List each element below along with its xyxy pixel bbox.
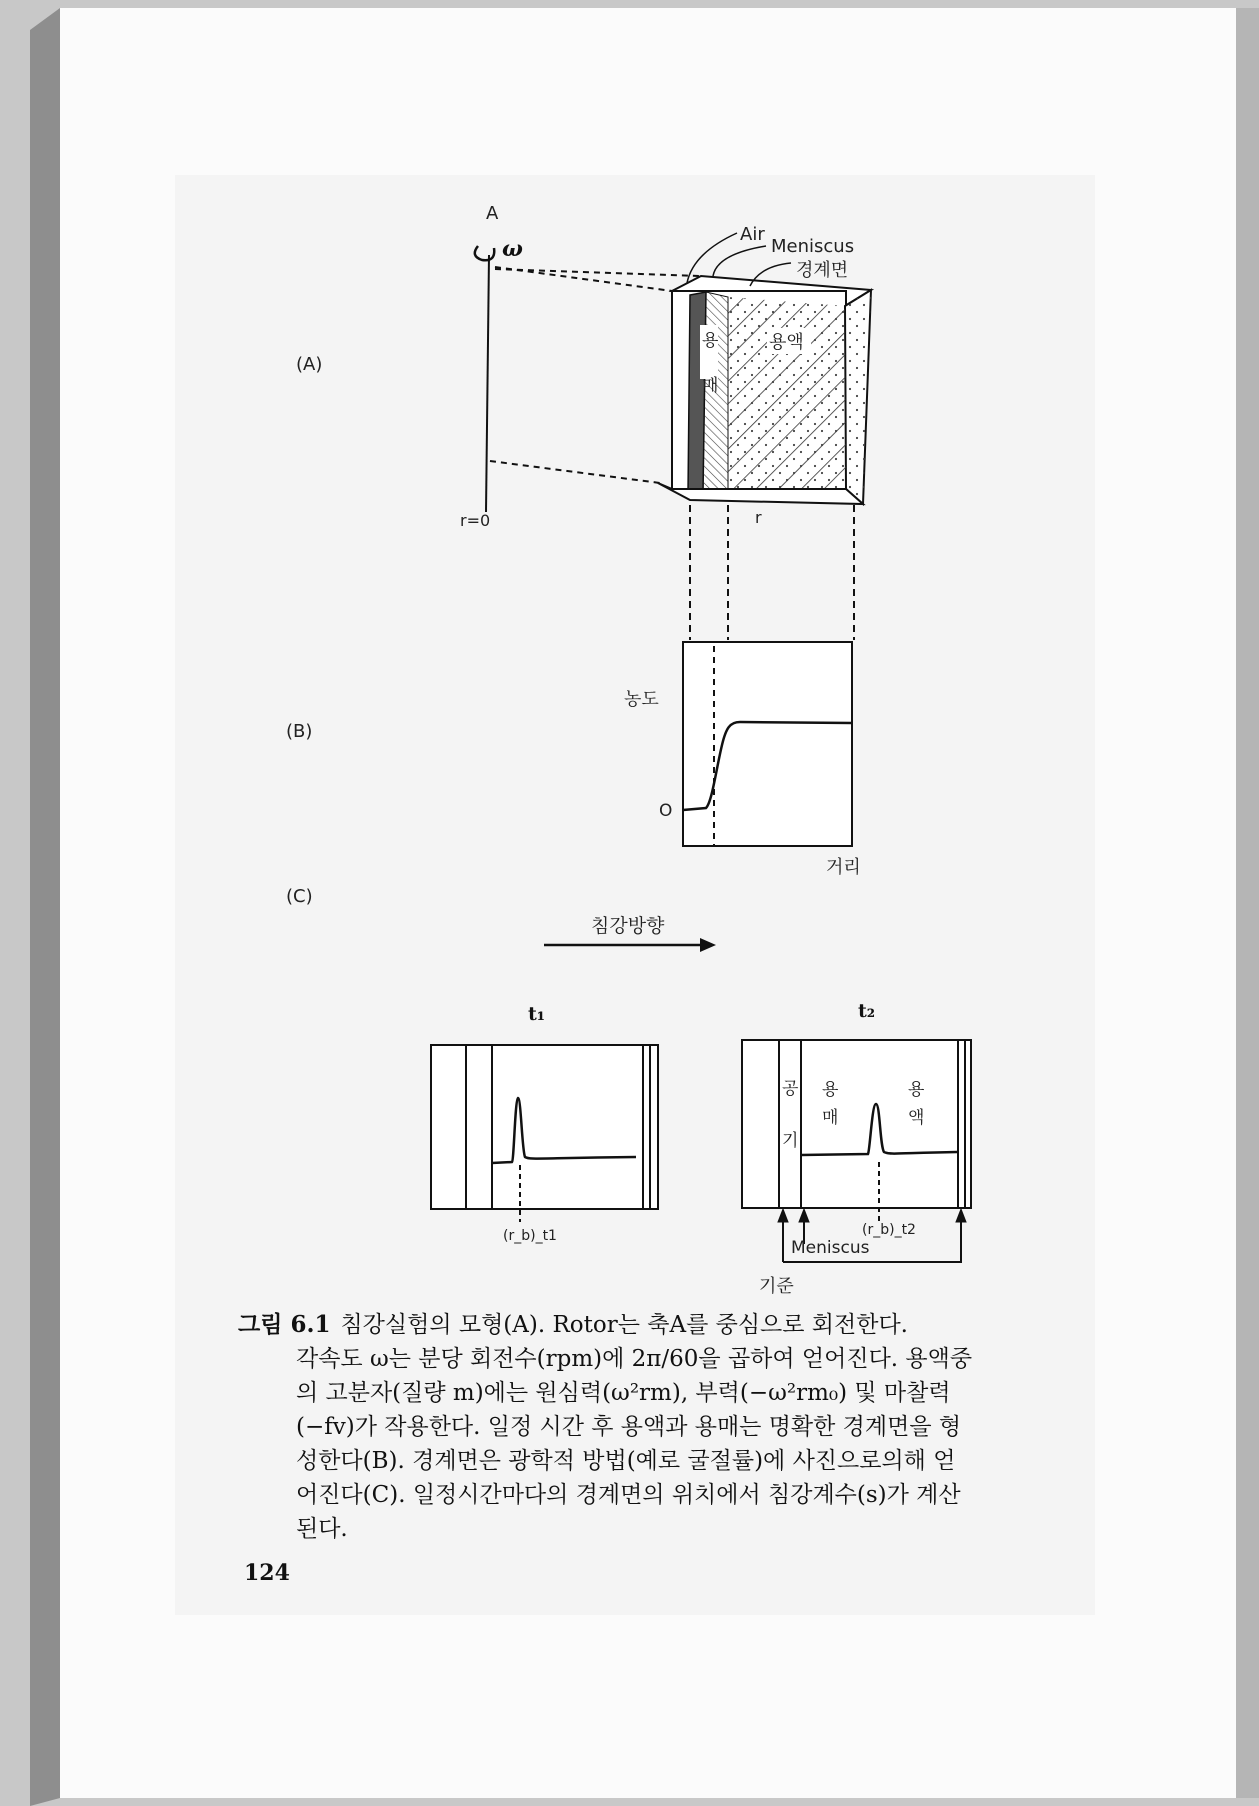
caption-line: 의 고분자(질량 m)에는 원심력(ω²rm), 부력(−ω²rm₀) 및 마찰력 <box>296 1380 951 1406</box>
air-vertical-label: 공 기 <box>782 1079 799 1151</box>
caption-line: 된다. <box>296 1516 348 1542</box>
caption-line: 어진다(C). 일정시간마다의 경계면의 위치에서 침강계수(s)가 계산 <box>296 1482 961 1508</box>
solution-label: 용액 <box>769 332 804 353</box>
origin-label: O <box>659 801 673 821</box>
figure-caption <box>238 1308 1078 1546</box>
reference-label: 기준 <box>759 1276 794 1297</box>
meniscus-c-label: Meniscus <box>791 1238 870 1258</box>
caption-line <box>238 1308 1078 1342</box>
caption-line: (−fv)가 작용한다. 일정 시간 후 용액과 용매는 명확한 경계면을 형 <box>296 1414 962 1440</box>
t2-label: t₂ <box>858 1000 876 1022</box>
boundary-label: 경계면 <box>796 260 849 281</box>
t1-photo-frame <box>431 1045 658 1222</box>
r-label: r <box>755 508 762 527</box>
solvent-vertical-label: 용 매 <box>822 1080 839 1128</box>
omega-label: ω <box>502 236 523 262</box>
air-label: Air <box>740 224 765 245</box>
concentration-ylabel: 농도 <box>624 689 659 710</box>
caption-line: 각속도 ω는 분당 회전수(rpm)에 2π/60을 곱하여 얻어진다. 용액중 <box>296 1346 973 1372</box>
caption-text: 침강실험의 모형(A). Rotor는 축A를 중심으로 회전한다. <box>340 1312 908 1338</box>
solvent-label: 용 매 <box>702 331 719 396</box>
distance-xlabel: 거리 <box>826 857 861 878</box>
caption-line: 성한다(B). 경계면은 광학적 방법(예로 굴절률)에 사진으로의해 얻 <box>296 1448 956 1474</box>
panel-c-tag: (C) <box>286 886 313 907</box>
t1-label: t₁ <box>528 1003 546 1025</box>
caption-lead: 그림 6.1 <box>238 1311 331 1338</box>
rb-t2-label: (r_b)_t2 <box>862 1222 916 1238</box>
panel-b-chart <box>683 642 852 846</box>
sedimentation-direction-label: 침강방향 <box>591 915 665 937</box>
meniscus-label: Meniscus <box>771 236 855 257</box>
panel-a-tag: (A) <box>296 354 323 375</box>
page-number: 124 <box>244 1560 290 1586</box>
rb-t1-label: (r_b)_t1 <box>503 1228 557 1244</box>
concentration-plot-frame <box>683 642 852 846</box>
sample-cell <box>658 276 871 504</box>
panel-b-tag: (B) <box>286 721 313 742</box>
r-zero-label: r=0 <box>460 511 491 530</box>
axis-a-label: A <box>486 203 499 224</box>
solution-vertical-label: 용 액 <box>908 1080 925 1128</box>
